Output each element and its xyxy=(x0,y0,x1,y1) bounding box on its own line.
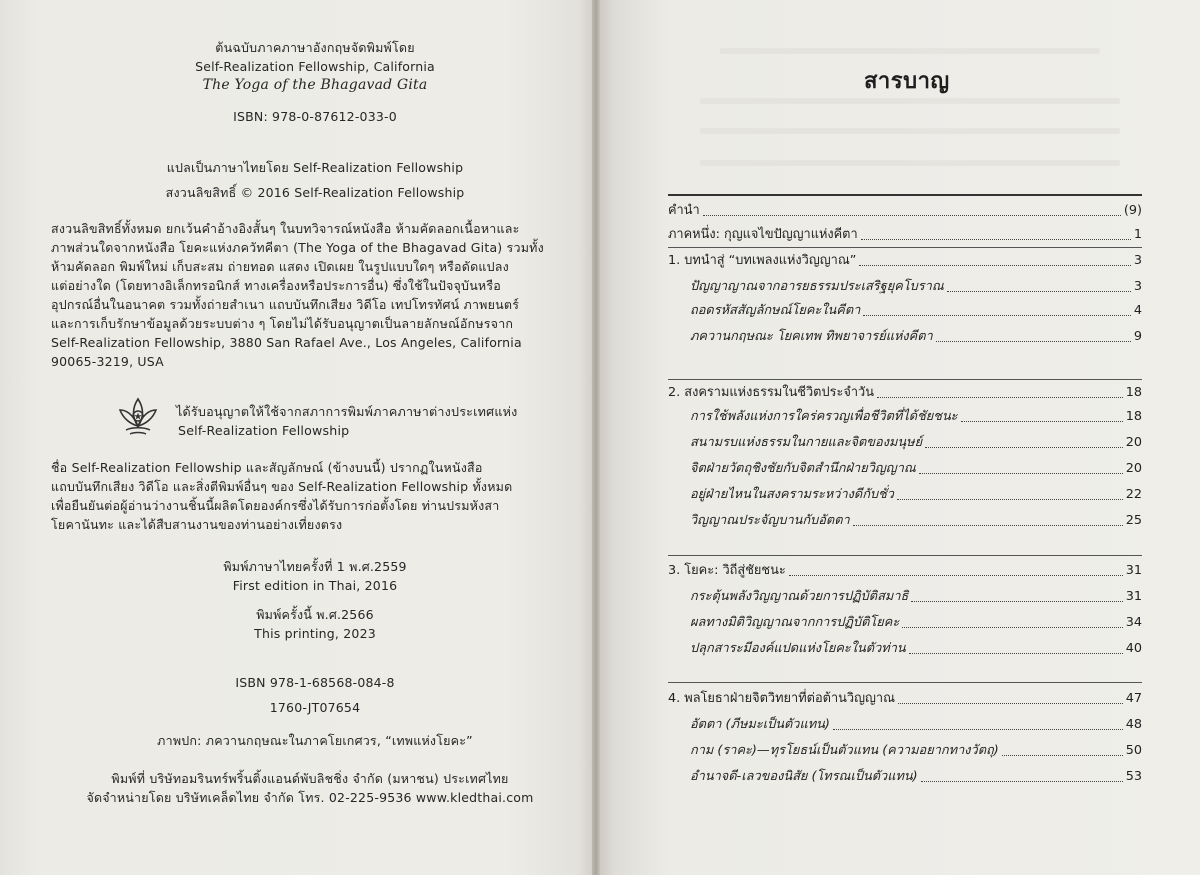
toc-subentry xyxy=(690,614,1142,632)
bleed-through xyxy=(700,160,1120,166)
toc-entry-page: 31 xyxy=(1125,589,1142,604)
toc-subentry xyxy=(690,328,1142,346)
isbn-block xyxy=(90,673,540,717)
toc-entry-title: 2. สงครามแห่งธรรมในชีวิตประจำวัน xyxy=(668,385,874,400)
toc-entry-title: ปลุกสาระมีองค์แปดแห่งโยคะในตัวท่าน xyxy=(690,641,906,656)
toc-subentry xyxy=(690,512,1142,530)
toc-entry-title: ปัญญาญาณจากอารยธรรมประเสริฐยุคโบราณ xyxy=(690,279,944,294)
toc-subentry xyxy=(690,278,1142,296)
toc-entry-page: 3 xyxy=(1133,253,1142,268)
toc-entry-title: จิตฝ่ายวัตถุชิงชัยกับจิตสำนึกฝ่ายวิญญาณ xyxy=(690,461,916,476)
original-isbn: ISBN: 978-0-87612-033-0 xyxy=(233,109,397,124)
toc-subentry xyxy=(690,716,1142,734)
toc-entry-title: วิญญาณประจัญบานกับอัตตา xyxy=(690,513,850,528)
rights-line: ห้ามคัดลอก พิมพ์ใหม่ เก็บสะสม ถ่ายทอด แสดง เปิดเผย ในรูปแบบใดๆ หรือดัดแปลง xyxy=(51,259,509,274)
printer-line: พิมพ์ที่ บริษัทอมรินทร์พริ้นติ้งแอนด์พับลิชชิ่ง จำกัด (มหาชน) ประเทศไทย xyxy=(111,771,509,786)
toc-divider xyxy=(668,247,1142,248)
rights-line: สงวนลิขสิทธิ์ทั้งหมด ยกเว้นคำอ้างอิงสั้นๆ ในบทวิจารณ์หนังสือ ห้ามคัดลอกเนื้อหาและ xyxy=(51,221,520,236)
rights-line: 90065-3219, USA xyxy=(51,354,164,369)
first-edition-en: First edition in Thai, 2016 xyxy=(232,578,398,593)
authorized-org: Self-Realization Fellowship xyxy=(178,423,350,438)
name-line: เพื่อยืนยันต่อผู้อ่านว่างานชิ้นนี้ผลิตโดยองค์กรซึ่งได้รับการก่อตั้งโดย ท่านปรมหังสา xyxy=(51,498,500,513)
toc-entry-page: 20 xyxy=(1125,435,1142,450)
this-printing-thai: พิมพ์ครั้งนี้ พ.ศ.2566 xyxy=(256,607,374,622)
authorized-block xyxy=(176,402,576,440)
toc-entry-foreword xyxy=(668,202,1142,220)
toc-entry-page: 9 xyxy=(1133,329,1142,344)
toc-entry-page: 18 xyxy=(1125,409,1142,424)
toc-entry-title: ถอดรหัสสัญลักษณ์โยคะในคีตา xyxy=(690,303,861,318)
distributor-line: จัดจำหน่ายโดย บริษัทเคล็ดไทย จำกัด โทร. 02-225-9536 www.kledthai.com xyxy=(86,790,534,805)
toc-chapter-4 xyxy=(668,690,1142,708)
this-printing-en: This printing, 2023 xyxy=(254,626,376,641)
rights-line: Self-Realization Fellowship, 3880 San Rafael Ave., Los Angeles, California xyxy=(51,335,522,350)
toc-entry-page: 1 xyxy=(1133,227,1142,242)
toc-subentry xyxy=(690,742,1142,760)
bleed-through xyxy=(720,48,1100,54)
isbn: ISBN 978-1-68568-084-8 xyxy=(235,675,395,690)
toc-subentry xyxy=(690,408,1142,426)
toc-chapter-3 xyxy=(668,562,1142,580)
translation-block xyxy=(90,158,540,202)
toc-entry-page: 31 xyxy=(1125,563,1142,578)
original-publisher-line: ต้นฉบับภาคภาษาอังกฤษจัดพิมพ์โดย xyxy=(215,40,415,55)
toc-entry-title: ภควานกฤษณะ โยคเทพ ทิพยาจารย์แห่งคีตา xyxy=(690,329,933,344)
original-title: The Yoga of the Bhagavad Gita xyxy=(202,77,428,93)
name-line: แถบบันทึกเสียง วิดีโอ และสิ่งตีพิมพ์อื่นๆ ของ Self-Realization Fellowship ทั้งหมด xyxy=(51,479,513,494)
rights-line: อุปกรณ์อื่นในอนาคต รวมทั้งถ่ายสำเนา แถบบันทึกเสียง วิดีโอ เทปโทรทัศน์ ภาพยนตร์ xyxy=(51,297,520,312)
toc-divider xyxy=(668,379,1142,380)
toc-entry-title: การใช้พลังแห่งการใคร่ครวญเพื่อชีวิตที่ได้ชัยชนะ xyxy=(690,409,958,424)
toc-chapter-2 xyxy=(668,384,1142,402)
toc-subentry xyxy=(690,640,1142,658)
toc-entry-title: ภาคหนึ่ง: กุญแจไขปัญญาแห่งคีตา xyxy=(668,227,858,242)
name-line: ชื่อ Self-Realization Fellowship และสัญลักษณ์ (ข้างบนนี้) ปรากฏในหนังสือ xyxy=(51,460,483,475)
name-paragraph xyxy=(51,458,551,534)
copyright-line: สงวนลิขสิทธิ์ © 2016 Self-Realization Fellowship xyxy=(165,185,465,200)
rights-paragraph xyxy=(51,219,551,371)
srf-lotus-logo xyxy=(116,396,160,440)
toc-entry-page: 48 xyxy=(1125,717,1142,732)
toc-entry-page: 53 xyxy=(1125,769,1142,784)
first-edition-thai: พิมพ์ภาษาไทยครั้งที่ 1 พ.ศ.2559 xyxy=(223,559,407,574)
edition-block xyxy=(90,557,540,643)
toc-entry-page: 18 xyxy=(1125,385,1142,400)
rights-line: ภาพส่วนใดจากหนังสือ โยคะแห่งภควัทคีตา (The Yoga of the Bhagavad Gita) รวมทั้ง xyxy=(51,240,544,255)
toc-subentry xyxy=(690,768,1142,786)
toc-entry-page: 50 xyxy=(1125,743,1142,758)
toc-entry-title: อัตตา (ภีษมะเป็นตัวแทน) xyxy=(690,717,830,732)
toc-entry-page: (9) xyxy=(1123,203,1142,218)
translation-line: แปลเป็นภาษาไทยโดย Self-Realization Fellowship xyxy=(166,160,464,175)
toc-chapter-1 xyxy=(668,252,1142,270)
original-publisher-name: Self-Realization Fellowship, California xyxy=(195,59,435,74)
toc-entry-page: 40 xyxy=(1125,641,1142,656)
rights-line: แต่อย่างใด (โดยทางอิเล็กทรอนิกส์ ทางเครื่องหรือประการอื่น) ซึ่งใช้ในปัจจุบันหรือ xyxy=(51,278,501,293)
cover-credit: ภาพปก: ภควานกฤษณะในภาคโยเกศวร, “เทพแห่งโยคะ” xyxy=(157,733,473,748)
toc-subentry xyxy=(690,588,1142,606)
toc-entry-page: 4 xyxy=(1133,303,1142,318)
name-line: โยคานันทะ และได้สืบสานงานของท่านอย่างเที่ยงตรง xyxy=(51,517,343,532)
toc-entry-title: 3. โยคะ: วิถีสู่ชัยชนะ xyxy=(668,563,786,578)
toc-entry-title: 1. บทนำสู่ “บทเพลงแห่งวิญญาณ” xyxy=(668,253,857,268)
bleed-through xyxy=(700,98,1120,104)
original-isbn-block xyxy=(90,107,540,126)
toc-subentry xyxy=(690,460,1142,478)
toc-entry-page: 25 xyxy=(1125,513,1142,528)
toc-subentry xyxy=(690,302,1142,320)
toc-entry-page: 22 xyxy=(1125,487,1142,502)
rights-line: และการเก็บรักษาข้อมูลด้วยระบบต่าง ๆ โดยไม่ได้รับอนุญาตเป็นลายลักษณ์อักษรจาก xyxy=(51,316,514,331)
original-edition-block xyxy=(90,38,540,95)
toc-entry-title: คำนำ xyxy=(668,203,700,218)
cover-credit-block xyxy=(90,731,540,750)
toc-top-rule xyxy=(668,194,1142,196)
toc-subentry xyxy=(690,486,1142,504)
toc-entry-page: 20 xyxy=(1125,461,1142,476)
product-code: 1760-JT07654 xyxy=(269,700,361,715)
toc-entry-title: อยู่ฝ่ายไหนในสงครามระหว่างดีกับชั่ว xyxy=(690,487,894,502)
toc-subentry xyxy=(690,434,1142,452)
bleed-through xyxy=(700,128,1120,134)
toc-divider xyxy=(668,682,1142,683)
toc-divider xyxy=(668,555,1142,556)
toc-entry-title: กระตุ้นพลังวิญญาณด้วยการปฏิบัติสมาธิ xyxy=(690,589,909,604)
toc-entry-title: ผลทางมิติวิญญาณจากการปฏิบัติโยคะ xyxy=(690,615,900,630)
toc-entry-page: 3 xyxy=(1133,279,1142,294)
toc-entry-title: อำนาจดี-เลวของนิสัย (โทรณเป็นตัวแทน) xyxy=(690,769,918,784)
printer-block xyxy=(60,769,560,807)
toc-entry-title: กาม (ราคะ)—ทุรโยธน์เป็นตัวแทน (ความอยากทางวัตถุ) xyxy=(690,743,999,758)
toc-entry-page: 34 xyxy=(1125,615,1142,630)
toc-title: สารบาญ xyxy=(864,69,950,94)
book-gutter xyxy=(592,0,600,875)
toc-entry-title: 4. พลโยธาฝ่ายจิตวิทยาที่ต่อต้านวิญญาณ xyxy=(668,691,895,706)
toc-entry-title: สนามรบแห่งธรรมในกายและจิตของมนุษย์ xyxy=(690,435,923,450)
toc-entry-part-one xyxy=(668,226,1142,244)
toc-entry-page: 47 xyxy=(1125,691,1142,706)
authorized-line: ได้รับอนุญาตให้ใช้จากสภาการพิมพ์ภาคภาษาต่างประเทศแห่ง xyxy=(176,404,518,419)
